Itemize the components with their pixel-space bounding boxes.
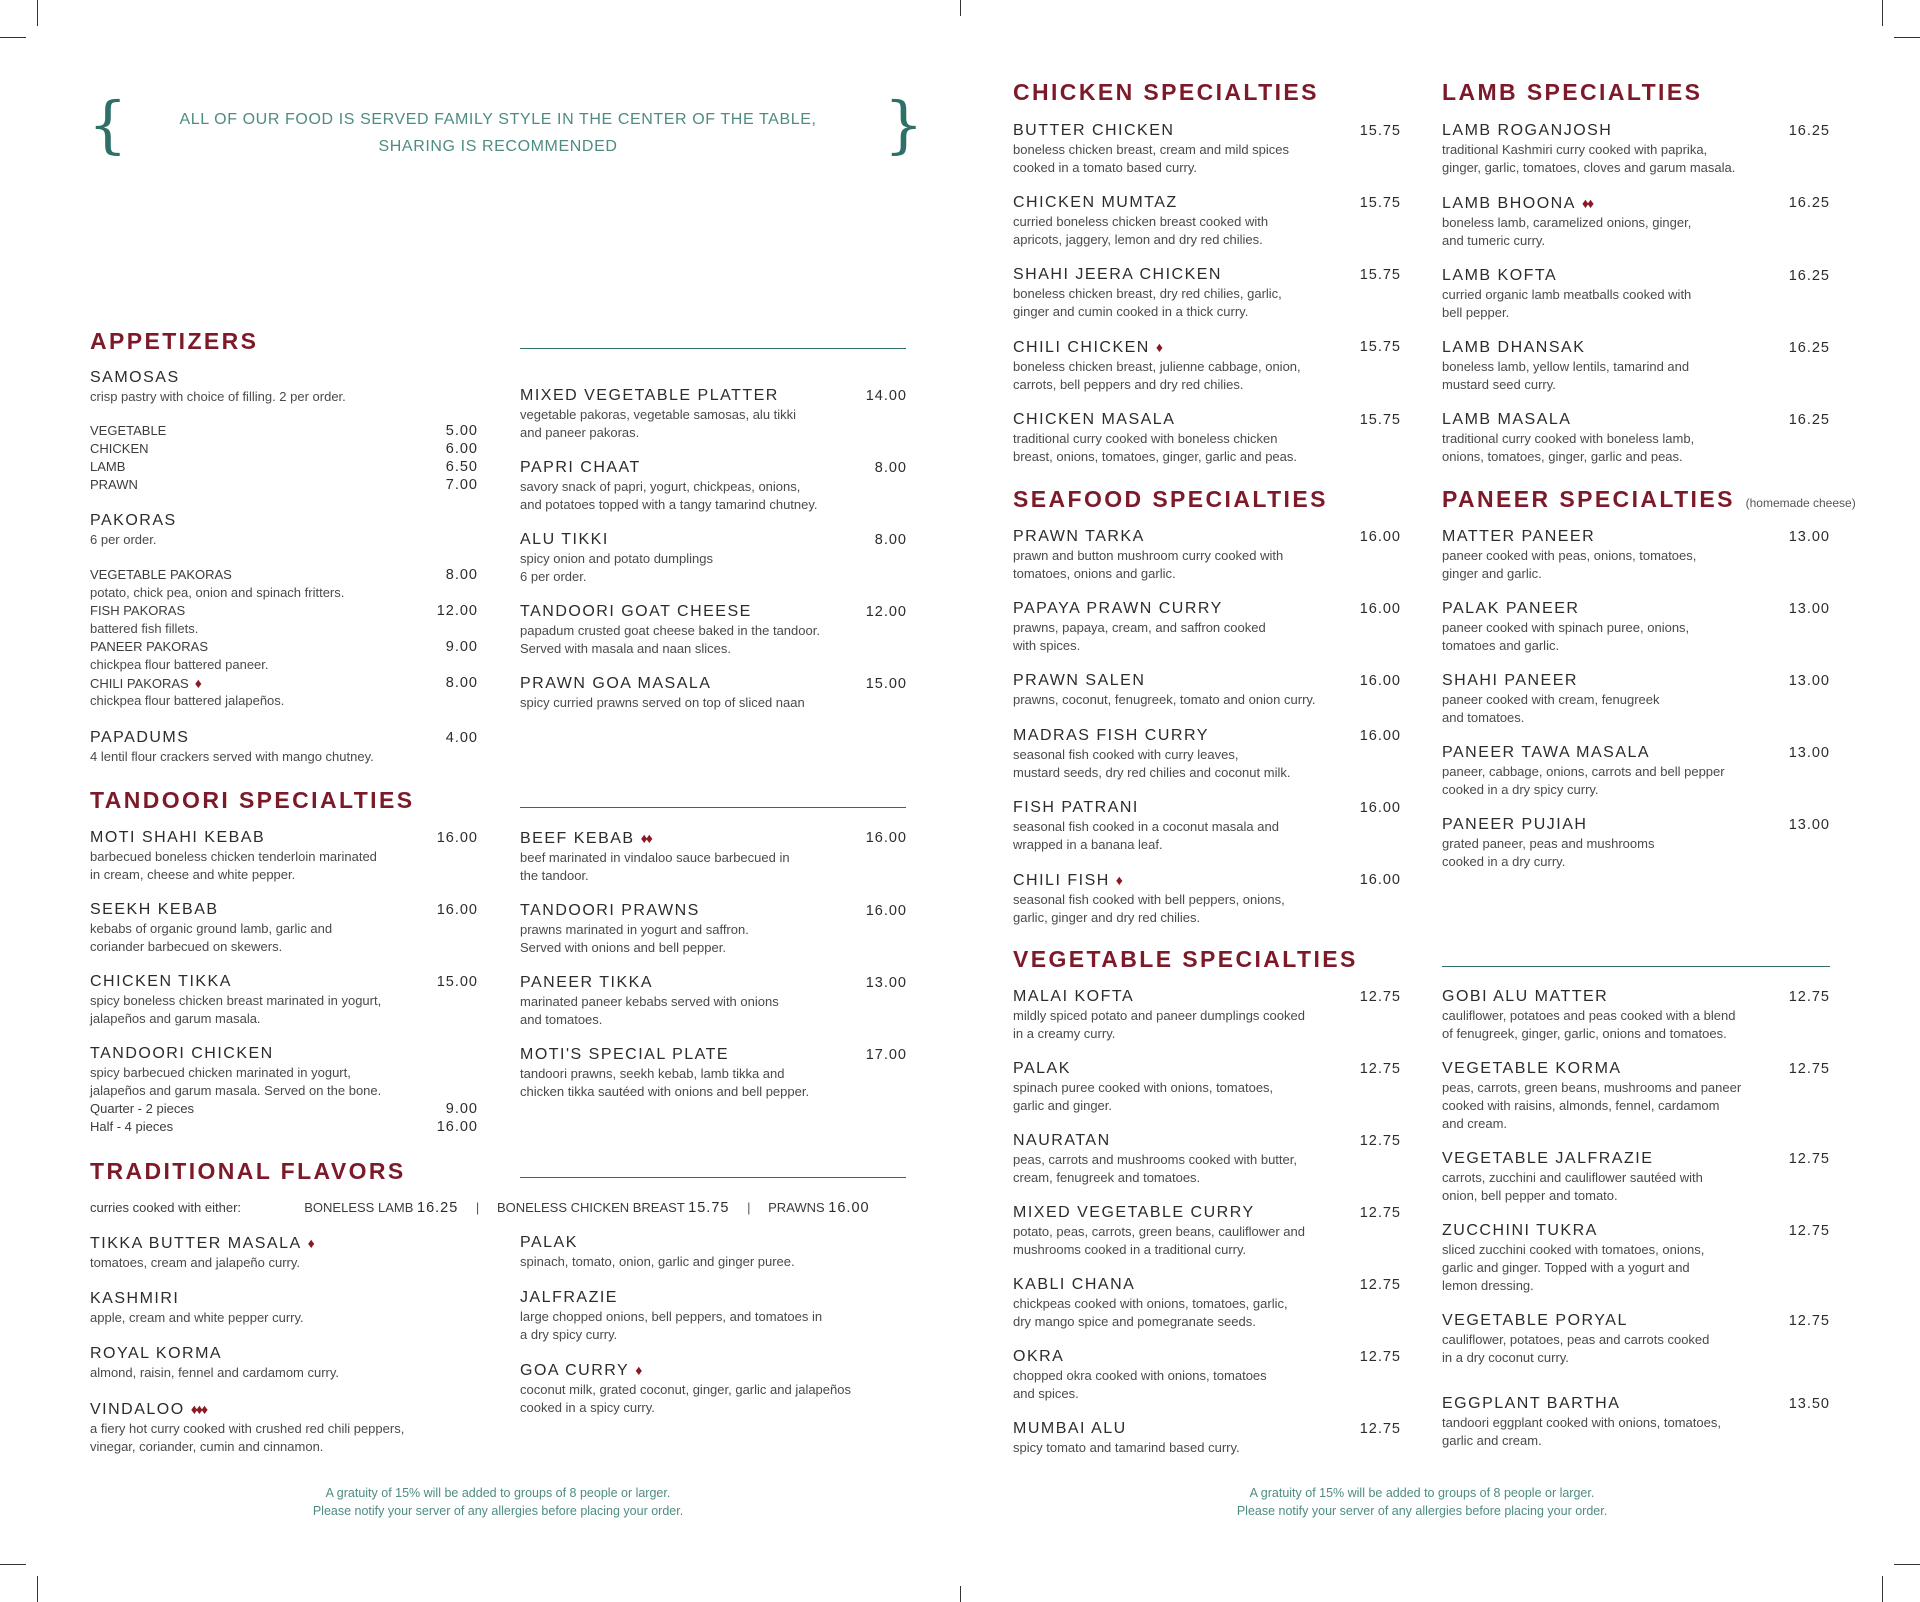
menu-item: SHAHI JEERA CHICKEN 15.75 boneless chicken breast, dry red chilies, garlic, ginger and cumin cooked in a thick curry.: [1013, 266, 1401, 319]
chili-icon: ♦: [1155, 339, 1162, 355]
menu-item: CHICKEN MUMTAZ 15.75 curried boneless chicken breast cooked with apricots, jaggery, lemon and dry red chilies.: [1013, 194, 1401, 247]
tandoori-chicken-item: TANDOORI CHICKEN spicy barbecued chicken marinated in yogurt, jalapeños and garum masala. Served on the bone. Quarter - 2 pieces 9.00 Half - 4 pieces 16.00: [90, 1045, 478, 1135]
item-name: PAPADUMS: [90, 729, 190, 746]
menu-item: PAPRI CHAAT 8.00 savory snack of papri, yogurt, chickpeas, onions, and potatoes topped with a tangy tamarind chutney.: [520, 459, 907, 512]
menu-item: MOTI SHAHI KEBAB 16.00 barbecued boneless chicken tenderloin marinated in cream, cheese and white pepper.: [90, 829, 478, 882]
menu-item: OKRA 12.75 chopped okra cooked with onions, tomatoes and spices.: [1013, 1348, 1401, 1401]
menu-item: VEGETABLE KORMA 12.75 peas, carrots, green beans, mushrooms and paneer cooked with raisins, almonds, fennel, cardamom and cream.: [1442, 1060, 1830, 1131]
menu-item: MADRAS FISH CURRY 16.00 seasonal fish cooked with curry leaves, mustard seeds, dry red chilies and coconut milk.: [1013, 727, 1401, 780]
menu-item: CHILI FISH ♦ 16.00 seasonal fish cooked with bell peppers, onions, garlic, ginger and dry red chilies.: [1013, 872, 1401, 925]
menu-item: KABLI CHANA 12.75 chickpeas cooked with onions, tomatoes, garlic, dry mango spice and pomegranate seeds.: [1013, 1276, 1401, 1329]
menu-item: ALU TIKKI 8.00 spicy onion and potato dumplings 6 per order.: [520, 531, 907, 584]
menu-item: PANEER PUJIAH 13.00 grated paneer, peas and mushrooms cooked in a dry curry.: [1442, 816, 1830, 869]
crop-mark: [1882, 1576, 1883, 1602]
samosas-item: [90, 368, 478, 494]
menu-item: PRAWN TARKA 16.00 prawn and button mushroom curry cooked with tomatoes, onions and garlic.: [1013, 528, 1401, 581]
tandoori-rule: [520, 807, 906, 808]
menu-item: BEEF KEBAB ♦♦ 16.00 beef marinated in vindaloo sauce barbecued in the tandoor.: [520, 830, 907, 883]
samosa-option: VEGETABLE 5.00: [90, 423, 478, 439]
item-name: SAMOSAS: [90, 369, 180, 386]
menu-item: CHICKEN TIKKA 15.00 spicy boneless chicken breast marinated in yogurt, jalapeños and garum masala.: [90, 973, 478, 1026]
menu-item: VINDALOO ♦♦♦ a fiery hot curry cooked with crushed red chili peppers, vinegar, coriander, cumin and cinnamon.: [90, 1401, 405, 1454]
item-desc: crisp pastry with choice of filling. 2 per order.: [90, 389, 346, 404]
menu-item: TANDOORI GOAT CHEESE 12.00 papadum crusted goat cheese baked in the tandoor. Served with masala and naan slices.: [520, 603, 907, 656]
paneer-title: PANEER SPECIALTIES (homemade cheese): [1442, 486, 1856, 512]
crop-mark: [1882, 0, 1883, 26]
tandoori-title: TANDOORI SPECIALTIES: [90, 787, 415, 813]
crop-mark: [37, 1576, 38, 1602]
appetizers-left-column: [90, 368, 478, 782]
menu-item: KASHMIRI apple, cream and white pepper curry.: [90, 1290, 304, 1325]
traditional-left-column: [90, 1233, 510, 1472]
menu-item: MIXED VEGETABLE PLATTER 14.00 vegetable pakoras, vegetable samosas, alu tikki and paneer pakoras.: [520, 387, 907, 440]
pakora-option-desc: chickpea flour battered paneer.: [90, 657, 269, 672]
pakora-option-desc: battered fish fillets.: [90, 621, 199, 636]
portion-option: Half - 4 pieces 16.00: [90, 1119, 478, 1135]
crop-mark: [960, 1586, 961, 1602]
papadums-item: [90, 728, 478, 766]
footer-right: A gratuity of 15% will be added to groups of 8 people or larger. Please notify your server of any allergies before placing your order.: [1236, 1486, 1608, 1518]
menu-item: GOA CURRY ♦ coconut milk, grated coconut, ginger, garlic and jalapeños cooked in a spicy curry.: [520, 1362, 851, 1415]
lamb-column: [1442, 121, 1830, 482]
crop-mark: [1894, 1564, 1920, 1565]
pakora-option: PANEER PAKORAS 9.00: [90, 639, 478, 655]
traditional-rule: [520, 1177, 906, 1178]
menu-item: MIXED VEGETABLE CURRY 12.75 potato, peas, carrots, green beans, cauliflower and mushrooms cooked in a traditional curry.: [1013, 1204, 1401, 1257]
menu-item: LAMB DHANSAK 16.25 boneless lamb, yellow lentils, tamarind and mustard seed curry.: [1442, 339, 1830, 392]
pakora-option: FISH PAKORAS 12.00: [90, 603, 478, 619]
crop-mark: [1894, 37, 1920, 38]
portion-option: Quarter - 2 pieces 9.00: [90, 1101, 478, 1117]
samosa-option: CHICKEN 6.00: [90, 441, 478, 457]
menu-item: PAPAYA PRAWN CURRY 16.00 prawns, papaya, cream, and saffron cooked with spices.: [1013, 600, 1401, 653]
menu-item: EGGPLANT BARTHA 13.50 tandoori eggplant cooked with onions, tomatoes, garlic and cream.: [1442, 1395, 1830, 1448]
menu-item: CHICKEN MASALA 15.75 traditional curry cooked with boneless chicken breast, onions, tomatoes, ginger, garlic and peas.: [1013, 411, 1401, 464]
seafood-title: SEAFOOD SPECIALTIES: [1013, 486, 1328, 512]
menu-item: TIKKA BUTTER MASALA ♦ tomatoes, cream and jalapeño curry.: [90, 1235, 313, 1270]
menu-item: MUMBAI ALU 12.75 spicy tomato and tamarind based curry.: [1013, 1420, 1401, 1455]
menu-item: PANEER TIKKA 13.00 marinated paneer kebabs served with onions and tomatoes.: [520, 974, 907, 1027]
chili-icon: ♦: [635, 1362, 641, 1378]
chili-icon: ♦: [1115, 872, 1121, 888]
menu-item: PALAK PANEER 13.00 paneer cooked with spinach puree, onions, tomatoes and garlic.: [1442, 600, 1830, 653]
intro-line-2: SHARING IS RECOMMENDED: [378, 138, 618, 155]
lamb-title: LAMB SPECIALTIES: [1442, 79, 1703, 105]
pakora-option-desc: chickpea flour battered jalapeños.: [90, 693, 285, 708]
chili-icon: ♦: [307, 1235, 313, 1251]
vegetable-rule: [1442, 966, 1830, 967]
menu-item: ZUCCHINI TUKRA 12.75 sliced zucchini cooked with tomatoes, onions, garlic and ginger. Topped with a yogurt and lemon dressing.: [1442, 1222, 1830, 1293]
eggplant-item: [1442, 1394, 1830, 1466]
tandoori-right-column: [520, 828, 907, 1117]
item-desc: 6 per order.: [90, 532, 157, 547]
menu-item: MALAI KOFTA 12.75 mildly spiced potato and paneer dumplings cooked in a creamy curry.: [1013, 988, 1401, 1041]
footer-left: A gratuity of 15% will be added to groups of 8 people or larger. Please notify your server of any allergies before placing your order.: [312, 1486, 684, 1518]
chili-icon: ♦♦: [640, 830, 651, 846]
crop-mark: [960, 0, 961, 16]
menu-item: PRAWN GOA MASALA 15.00 spicy curried prawns served on top of sliced naan: [520, 675, 907, 710]
samosa-option: PRAWN 7.00: [90, 477, 478, 493]
menu-item: PALAK spinach, tomato, onion, garlic and ginger puree.: [520, 1234, 795, 1269]
menu-item: LAMB ROGANJOSH 16.25 traditional Kashmiri curry cooked with paprika, ginger, garlic, tomatoes, cloves and garum masala.: [1442, 122, 1830, 175]
chili-icon: ♦: [194, 675, 200, 691]
menu-item: LAMB MASALA 16.25 traditional curry cooked with boneless lamb, onions, tomatoes, ginger, garlic and peas.: [1442, 411, 1830, 464]
menu-item: PALAK 12.75 spinach puree cooked with onions, tomatoes, garlic and ginger.: [1013, 1060, 1401, 1113]
menu-item: VEGETABLE JALFRAZIE 12.75 carrots, zucchini and cauliflower sautéed with onion, bell pepper and tomato.: [1442, 1150, 1830, 1203]
seafood-column: [1013, 527, 1401, 943]
item-price: 4.00: [445, 730, 478, 746]
menu-item: JALFRAZIE large chopped onions, bell peppers, and tomatoes in a dry spicy curry.: [520, 1289, 823, 1342]
vegetable-title: VEGETABLE SPECIALTIES: [1013, 946, 1358, 972]
menu-item: CHILI CHICKEN ♦ 15.75 boneless chicken breast, julienne cabbage, onion, carrots, bell peppers and dry red chilies.: [1013, 339, 1401, 392]
protein-options: curries cooked with either: BONELESS LAMB 16.25 | BONELESS CHICKEN BREAST 15.75 | PRAWNS 16.00: [90, 1200, 870, 1216]
appetizers-title: APPETIZERS: [90, 328, 259, 354]
menu-item: NAURATAN 12.75 peas, carrots and mushrooms cooked with butter, cream, fenugreek and tomatoes.: [1013, 1132, 1401, 1185]
crop-mark: [0, 37, 26, 38]
pakora-option: CHILI PAKORAS ♦ 8.00: [90, 675, 478, 691]
item-desc: 4 lentil flour crackers served with mango chutney.: [90, 749, 374, 764]
traditional-right-column: [520, 1233, 920, 1433]
menu-item: GOBI ALU MATTER 12.75 cauliflower, potatoes and peas cooked with a blend of fenugreek, ginger, garlic, onions and tomatoes.: [1442, 988, 1830, 1041]
chili-icon: ♦♦♦: [190, 1401, 207, 1417]
menu-item: MOTI'S SPECIAL PLATE 17.00 tandoori prawns, seekh kebab, lamb tikka and chicken tikka sautéed with onions and bell pepper.: [520, 1046, 907, 1099]
tandoori-left-column: [90, 828, 478, 1152]
intro-line-1: ALL OF OUR FOOD IS SERVED FAMILY STYLE IN THE CENTER OF THE TABLE,: [179, 111, 817, 128]
menu-item: LAMB BHOONA ♦♦ 16.25 boneless lamb, caramelized onions, ginger, and tumeric curry.: [1442, 195, 1830, 248]
item-name: PAKORAS: [90, 512, 177, 529]
appetizers-rule: [520, 348, 906, 349]
close-brace: }: [884, 88, 924, 161]
crop-mark: [0, 1564, 26, 1565]
vegetable-right-column: [1442, 987, 1830, 1383]
pakora-option: VEGETABLE PAKORAS 8.00: [90, 567, 478, 583]
menu-item: PRAWN SALEN 16.00 prawns, coconut, fenugreek, tomato and onion curry.: [1013, 672, 1401, 707]
crop-mark: [37, 0, 38, 26]
menu-item: BUTTER CHICKEN 15.75 boneless chicken breast, cream and mild spices cooked in a tomato based curry.: [1013, 122, 1401, 175]
chicken-title: CHICKEN SPECIALTIES: [1013, 79, 1319, 105]
menu-item: PANEER TAWA MASALA 13.00 paneer, cabbage, onions, carrots and bell pepper cooked in a dry spicy curry.: [1442, 744, 1830, 797]
traditional-title: TRADITIONAL FLAVORS: [90, 1158, 406, 1184]
menu-item: TANDOORI PRAWNS 16.00 prawns marinated in yogurt and saffron. Served with onions and bell pepper.: [520, 902, 907, 955]
chili-icon: ♦♦: [1581, 195, 1593, 211]
vegetable-left-column: [1013, 987, 1401, 1473]
menu-item: ROYAL KORMA almond, raisin, fennel and cardamom curry.: [90, 1345, 340, 1380]
menu-item: FISH PATRANI 16.00 seasonal fish cooked in a coconut masala and wrapped in a banana leaf.: [1013, 799, 1401, 852]
menu-item: MATTER PANEER 13.00 paneer cooked with peas, onions, tomatoes, ginger and garlic.: [1442, 528, 1830, 581]
menu-item: VEGETABLE PORYAL 12.75 cauliflower, potatoes, peas and carrots cooked in a dry coconut curry.: [1442, 1312, 1830, 1365]
paneer-note: (homemade cheese): [1745, 496, 1856, 510]
samosa-option: LAMB 6.50: [90, 459, 478, 475]
chicken-column: [1013, 121, 1401, 482]
pakora-option-desc: potato, chick pea, onion and spinach fritters.: [90, 585, 345, 600]
pakoras-item: [90, 511, 478, 710]
open-brace: {: [88, 88, 128, 161]
appetizers-right-column: [520, 386, 907, 728]
menu-item: SHAHI PANEER 13.00 paneer cooked with cream, fenugreek and tomatoes.: [1442, 672, 1830, 725]
menu-item: SEEKH KEBAB 16.00 kebabs of organic ground lamb, garlic and coriander barbecued on skewers.: [90, 901, 478, 954]
intro-quote: [148, 106, 848, 160]
paneer-column: [1442, 527, 1830, 887]
menu-item: LAMB KOFTA 16.25 curried organic lamb meatballs cooked with bell pepper.: [1442, 267, 1830, 320]
